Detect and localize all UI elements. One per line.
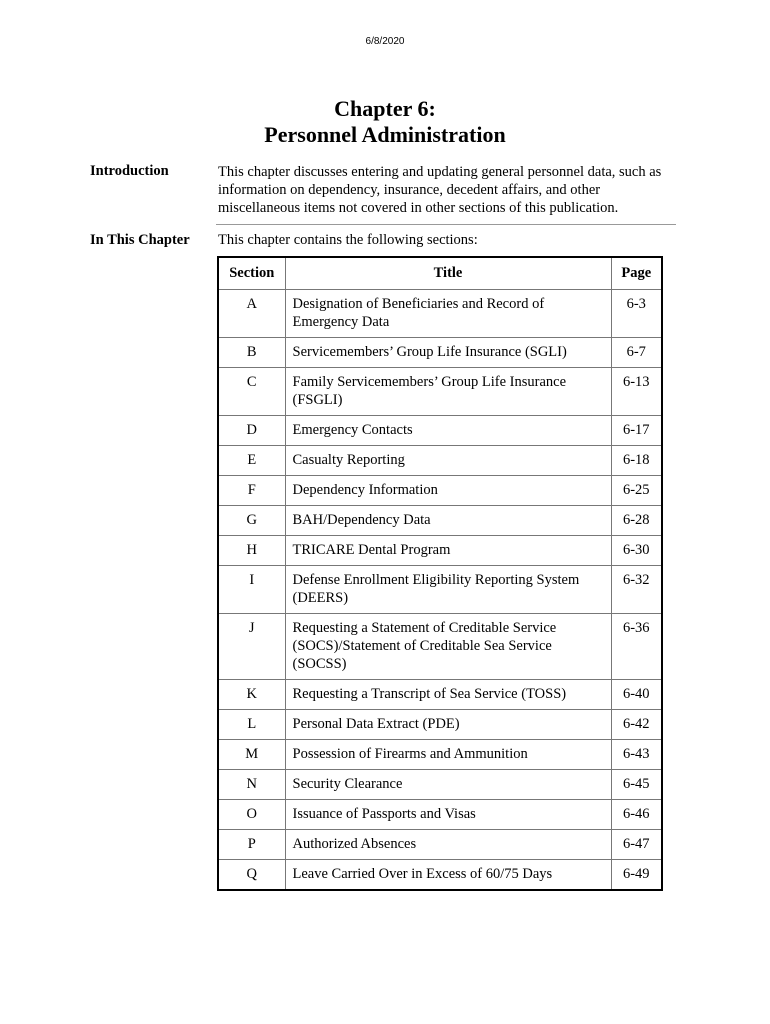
chapter-title [0,96,770,148]
title-cell: TRICARE Dental Program [285,536,611,566]
title-cell: Leave Carried Over in Excess of 60/75 Days [285,860,611,891]
section-cell: I [218,566,285,614]
title-cell: Emergency Contacts [285,416,611,446]
title-cell: Possession of Firearms and Ammunition [285,740,611,770]
page-cell: 6-18 [611,446,662,476]
title-cell: Designation of Beneficiaries and Record of Emergency Data [285,290,611,338]
table-row [218,770,662,800]
table-row [218,566,662,614]
page-cell: 6-30 [611,536,662,566]
section-cell: D [218,416,285,446]
table-row [218,680,662,710]
page-cell: 6-3 [611,290,662,338]
page-cell: 6-28 [611,506,662,536]
header-title: Title [285,257,611,290]
title-cell: Authorized Absences [285,830,611,860]
section-cell: A [218,290,285,338]
section-cell: H [218,536,285,566]
table-row [218,416,662,446]
in-this-chapter-text: This chapter contains the following sections: [218,232,478,248]
title-cell: BAH/Dependency Data [285,506,611,536]
table-row [218,368,662,416]
page-cell: 6-45 [611,770,662,800]
title-cell: Personal Data Extract (PDE) [285,710,611,740]
section-cell: G [218,506,285,536]
section-divider [216,224,676,225]
page-cell: 6-49 [611,860,662,891]
section-cell: E [218,446,285,476]
title-cell: Requesting a Transcript of Sea Service (TOSS) [285,680,611,710]
section-cell: L [218,710,285,740]
table-row [218,338,662,368]
page-cell: 6-7 [611,338,662,368]
section-cell: C [218,368,285,416]
section-cell: J [218,614,285,680]
header-page: Page [611,257,662,290]
section-cell: B [218,338,285,368]
sections-table [217,256,663,891]
table-row [218,476,662,506]
table-row [218,740,662,770]
table-row [218,830,662,860]
table-header-row [218,257,662,290]
page-cell: 6-25 [611,476,662,506]
table-row [218,506,662,536]
title-cell: Requesting a Statement of Creditable Service (SOCS)/Statement of Creditable Sea Service (SOCSS) [285,614,611,680]
table-row [218,614,662,680]
section-cell: Q [218,860,285,891]
chapter-name: Personnel Administration [264,122,506,147]
section-cell: P [218,830,285,860]
table-row [218,536,662,566]
in-this-chapter-label: In This Chapter [90,232,190,248]
section-cell: F [218,476,285,506]
page-cell: 6-46 [611,800,662,830]
page-cell: 6-17 [611,416,662,446]
page-cell: 6-13 [611,368,662,416]
section-cell: M [218,740,285,770]
page-cell: 6-47 [611,830,662,860]
table-row [218,446,662,476]
title-cell: Casualty Reporting [285,446,611,476]
page-cell: 6-32 [611,566,662,614]
section-cell: N [218,770,285,800]
title-cell: Servicemembers’ Group Life Insurance (SGLI) [285,338,611,368]
title-cell: Security Clearance [285,770,611,800]
title-cell: Family Servicemembers’ Group Life Insurance (FSGLI) [285,368,611,416]
table-row [218,800,662,830]
introduction-text: This chapter discusses entering and updating general personnel data, such as information on dependency, insurance, decedent affairs, and other miscellaneous items not covered in other sections of this publication. [218,164,662,216]
page-cell: 6-43 [611,740,662,770]
table-row [218,290,662,338]
section-cell: O [218,800,285,830]
table-row [218,710,662,740]
chapter-number: Chapter 6: [334,96,436,121]
introduction-label: Introduction [90,163,169,179]
page-cell: 6-36 [611,614,662,680]
title-cell: Defense Enrollment Eligibility Reporting System (DEERS) [285,566,611,614]
title-cell: Issuance of Passports and Visas [285,800,611,830]
header-section: Section [218,257,285,290]
page-cell: 6-42 [611,710,662,740]
title-cell: Dependency Information [285,476,611,506]
table-row [218,860,662,891]
print-date: 6/8/2020 [365,36,405,47]
page-cell: 6-40 [611,680,662,710]
section-cell: K [218,680,285,710]
